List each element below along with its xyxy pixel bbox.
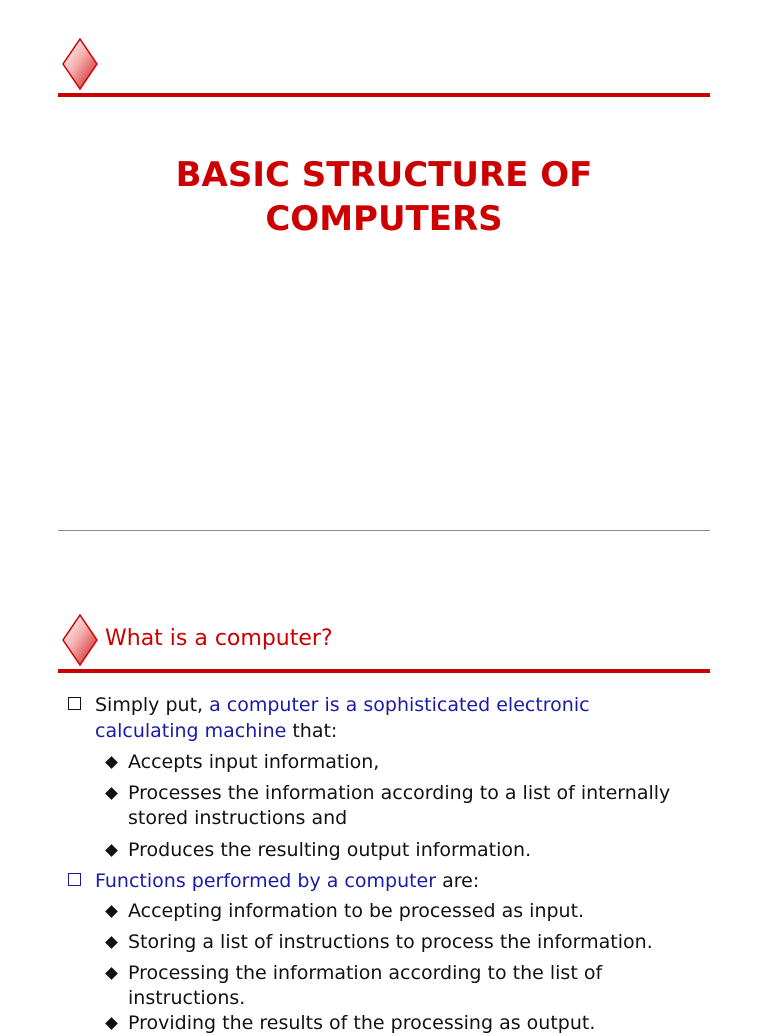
bullet-1-line-1 (95, 692, 590, 718)
title-divider-red (58, 93, 710, 97)
sub-item-text: Storing a list of instructions to process the information. (128, 931, 653, 953)
heading-divider-red (58, 669, 710, 673)
slide-title-line-2: COMPUTERS (265, 199, 503, 239)
bullet-1-highlight-a: a computer is a sophisticated electronic (209, 694, 590, 716)
diamond-logo-icon (62, 38, 98, 90)
slide-heading: What is a computer? (105, 626, 333, 651)
bullet-1-highlight-b: calculating machine (95, 720, 287, 742)
slide-bottom-divider (58, 530, 710, 531)
checkbox-bullet-icon (68, 697, 81, 710)
sub-item-text: Providing the results of the processing as output. (128, 1012, 596, 1034)
sub-item-text: Produces the resulting output information. (128, 839, 532, 861)
sub-item-text: Accepting information to be processed as input. (128, 900, 585, 922)
checkbox-bullet-icon (68, 873, 81, 886)
sub-item-text: Processing the information according to the list of (128, 962, 603, 984)
slide-title-line-1: BASIC STRUCTURE OF (175, 155, 593, 195)
bullet-2-suffix: are: (436, 870, 480, 892)
sub-item-text-continued: stored instructions and (128, 807, 348, 829)
sub-item-text-continued: instructions. (128, 987, 246, 1009)
bullet-2-line-1 (95, 868, 479, 894)
sub-item-text: Processes the information according to a list of internally (128, 782, 671, 804)
sub-item-text: Accepts input information, (128, 751, 380, 773)
bullet-1-line-2 (95, 718, 337, 744)
diamond-logo-icon (62, 614, 98, 666)
bullet-1-suffix: that: (286, 720, 338, 742)
bullet-2-highlight: Functions performed by a computer (95, 870, 437, 892)
bullet-1-prefix: Simply put, (95, 694, 210, 716)
slide-title (60, 153, 708, 241)
